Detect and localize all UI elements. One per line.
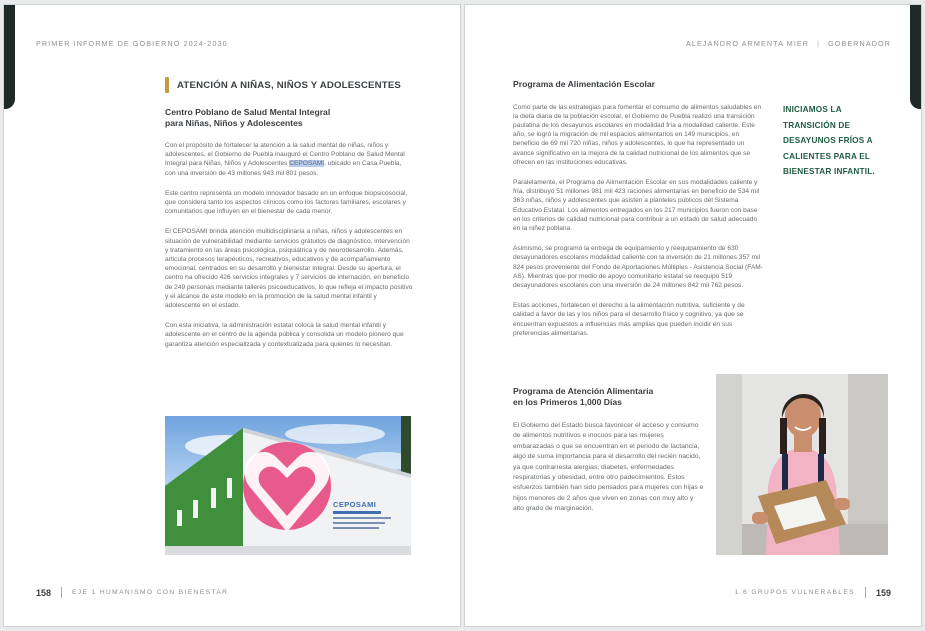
footer-section-label: EJE 1 HUMANISMO CON BIENESTAR	[72, 589, 229, 596]
paragraph-2: Paralelamente, el Programa de Alimentación Escolar en sus modalidades caliente y fría, distribuyó 51 millones 981 mil 423 raciones alimentarias en beneficio de 534 mil 363 niñas, niños y adolescentes que asisten a planteles públicos del Sistema Educativo Estatal. Los alimentos entregados en los 217 municipios fueron con base en los criterios de calidad nutricional para contribuir a un estado de salud adecuado en la niñez poblana.	[513, 178, 760, 232]
subhead-alimentacion-escolar: Programa de Alimentación Escolar	[513, 79, 656, 89]
paragraph-1	[165, 141, 413, 178]
paragraph-5: El Gobierno del Estado busca favorecer el acceso y consumo de alimentos nutritivos e inocuos para las mujeres embarazadas o que se encuentran en el periodo de lactancia, algo de suma importancia para el desarrollo del recién nacido, ya que contrarresta alergias, diabetes, enfermedades respiratorias y obesidad, entre otro padecimientos. Estos esfuerzos también han sido pensados para mujeres con hijas e hijos menores de 2 años que viven en zonas con muy alto y alto grado de marginación.	[513, 422, 704, 513]
building-sign: CEPOSAMI	[333, 500, 377, 509]
paragraph-2: Este centro representa un modelo innovador basado en un enfoque biopsicosocial, que considera tanto los aspectos clínicos como los factores familiares, escolares y comunitarios que influyen en el bienestar de cada menor.	[165, 189, 408, 216]
page-corner-tab	[4, 5, 15, 109]
paragraph-1-start: Con el propósito de fortalecer la atención a la salud mental de niñas, niños y adolescentes, el Gobierno de Puebla inauguró el Centro Poblano de Salud Mental Integral para Niñas, Niños y Adolescentes	[165, 142, 405, 168]
paragraph-3: El CEPOSAMI brinda atención multidisciplinaria a niñas, niños y adolescentes en situación de vulnerabilidad mediante servicios gratuitos de diagnóstico, intervención y tratamiento en las áreas psicológica, psiquiátrica y de neurodesarrollo. Además, articula procesos terapéuticos, recreativos, educativos y de acompañamiento emocional, centrados en su desarrollo y bienestar integral. Desde su apertura, el centro ha ofrecido 426 servicios integrales y 7 servicios de internación, en beneficio de 249 personas mediante talleres psicoeducativos, lo que refleja el impacto positivo y el alcance de este modelo en la promoción de la salud mental infantil y adolescente en el estado.	[165, 228, 413, 310]
footer-section-label: 1.6 GRUPOS VULNERABLES	[734, 589, 855, 596]
right-text-column	[513, 79, 763, 349]
girl-with-box-photo	[716, 374, 888, 555]
paragraph-4: Estas acciones, fortalecen el derecho a la alimentación nutritiva, suficiente y de calidad a favor de las y los niños para el desarrollo físico y cognitivo, ya que se encuentran expuestos a influencias más amplias que pueden incidir en sus preferencias alimentarias.	[513, 302, 745, 337]
right-footer	[735, 587, 891, 598]
building-illustration	[165, 416, 411, 555]
subhead-line-2: en los Primeros 1,000 Días	[513, 396, 622, 407]
subhead-line-1: Programa de Atención Alimentaria	[513, 386, 654, 396]
page-number: 158	[36, 587, 52, 598]
left-page	[3, 4, 461, 627]
footer-divider	[61, 587, 62, 598]
page-number: 159	[875, 587, 891, 598]
paragraph-4: Con esta iniciativa, la administración estatal coloca la salud mental infantil y adolescente en el centro de la agenda pública y consolida un modelo pionero que garantiza atención especializada y contextualizada para quienes lo necesitan.	[165, 322, 404, 348]
ceposami-building-photo	[165, 416, 411, 555]
left-footer	[36, 587, 228, 598]
narrow-text-column	[513, 421, 705, 526]
running-head-role: GOBERNADOR	[828, 39, 891, 48]
right-page	[464, 4, 922, 627]
subhead-ceposami	[165, 107, 413, 128]
pull-quote: INICIAMOS LA TRANSICIÓN DE DESAYUNOS FRÍOS A CALIENTES PARA EL BIENESTAR INFANTIL.	[783, 105, 875, 176]
subhead-primeros-1000-dias	[513, 386, 713, 407]
section-accent-bar	[165, 77, 169, 93]
highlighted-text[interactable]: CEPOSAMI	[289, 160, 325, 168]
running-head	[686, 39, 891, 48]
paragraph-1-end: , ubicado en Casa Puebla, con una inversión de 43 millones 943 mil 801 pesos.	[165, 160, 402, 177]
girl-illustration	[716, 374, 888, 555]
running-head-separator: |	[817, 39, 821, 48]
subhead-line-1: Centro Poblano de Salud Mental Integral	[165, 107, 331, 117]
section-title-text: ATENCIÓN A NIÑAS, NIÑOS Y ADOLESCENTES	[177, 79, 402, 91]
running-head-name: ALEJANDRO ARMENTA MIER	[685, 39, 810, 48]
left-text-column	[165, 77, 413, 360]
section-title	[165, 77, 413, 93]
subhead-line-2: para Niñas, Niños y Adolescentes	[165, 117, 303, 128]
paragraph-3: Asimismo, se programó la entrega de equipamiento y reequipamiento de 630 desayunadores escolares modalidad caliente con la inversión de 21 millones 357 mil 824 pesos proveniente del Fondo de Aportaciones Múltiples - Asistencia Social (FAM-AS). Mientras que por medio de apoyo comunitario estatal se reequipo 519 desayunadores escolares con una inversión de 24 millones 842 mil 762 pesos.	[513, 245, 763, 289]
running-head: PRIMER INFORME DE GOBIERNO 2024-2030	[36, 39, 228, 48]
paragraph-1: Como parte de las estrategias para fomentar el consumo de alimentos saludables en la dieta diaria de la población escolar, el Gobierno de Puebla realizó una transición paulatina de los desayunos escolares en modalidad fría a modalidad caliente. Este año, se logró la migración de mil espacios alimentarios en 149 municipios, en beneficio de 69 mil 720 niñas, niños y adolescentes, lo que ha representado un avance significativo en la mejora de la calidad nutricional de los alimentos que se ofrecen en las instituciones educativas.	[513, 103, 762, 166]
footer-divider	[865, 587, 866, 598]
page-corner-tab	[910, 5, 921, 109]
